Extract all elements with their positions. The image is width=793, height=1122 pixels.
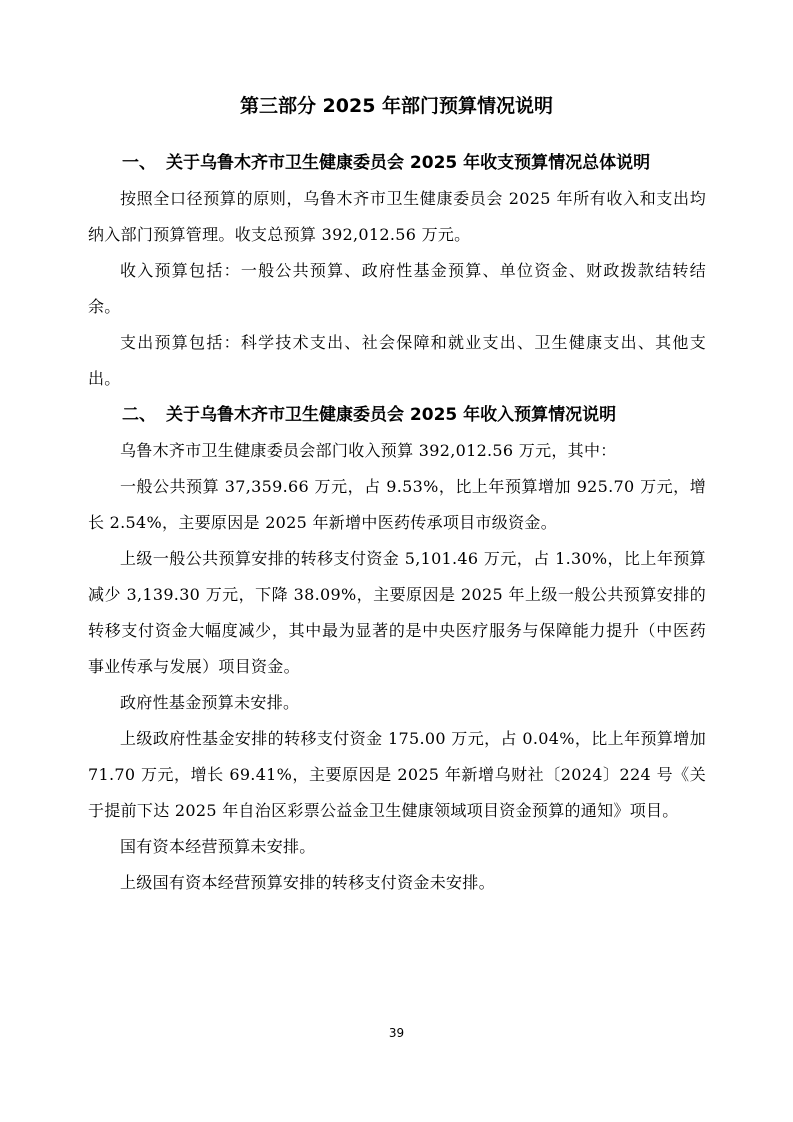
paragraph: 支出预算包括：科学技术支出、社会保障和就业支出、卫生健康支出、其他支出。: [88, 333, 706, 388]
paragraph: 按照全口径预算的原则，乌鲁木齐市卫生健康委员会 2025 年所有收入和支出均纳入部门预算管理。收支总预算 392,012.56 万元。: [88, 189, 706, 244]
paragraph: 政府性基金预算未安排。: [120, 693, 300, 712]
paragraph: 国有资本经营预算未安排。: [120, 837, 316, 856]
paragraph: 乌鲁木齐市卫生健康委员会部门收入预算 392,012.56 万元，其中：: [120, 441, 617, 460]
paragraph: 一般公共预算 37,359.66 万元，占 9.53%，比上年预算增加 925.70 万元，增长 2.54%，主要原因是 2025 年新增中医药传承项目市级资金。: [88, 477, 706, 532]
section-heading-1: [88, 145, 706, 181]
paragraph: 上级国有资本经营预算安排的转移支付资金未安排。: [120, 873, 495, 892]
section-number-2: 二、: [122, 405, 156, 425]
paragraph: 上级一般公共预算安排的转移支付资金 5,101.46 万元，占 1.30%，比上年预算减少 3,139.30 万元，下降 38.09%，主要原因是 2025 年上级一般公共预算安排的转移支付资金大幅度减少，其中最为显著的是中央医疗服务与保障能力提升（中医药事业传承与发展）项目资金。: [88, 549, 706, 676]
section-title-2: 关于乌鲁木齐市卫生健康委员会 2025 年收入预算情况说明: [166, 405, 617, 425]
paragraph: 收入预算包括：一般公共预算、政府性基金预算、单位资金、财政拨款结转结余。: [88, 261, 706, 316]
page-number: 39: [388, 1026, 405, 1040]
section-heading-2: [88, 397, 706, 433]
page-title: 第三部分 2025 年部门预算情况说明: [239, 95, 554, 117]
section-number-1: 一、: [122, 153, 156, 173]
document-body: [88, 145, 706, 901]
section-title-1: 关于乌鲁木齐市卫生健康委员会 2025 年收支预算情况总体说明: [166, 153, 651, 173]
paragraph: 上级政府性基金安排的转移支付资金 175.00 万元，占 0.04%，比上年预算增加 71.70 万元，增长 69.41%，主要原因是 2025 年新增乌财社〔2024〕224 号《关于提前下达 2025 年自治区彩票公益金卫生健康领域项目资金预算的通知》项目。: [88, 729, 706, 820]
